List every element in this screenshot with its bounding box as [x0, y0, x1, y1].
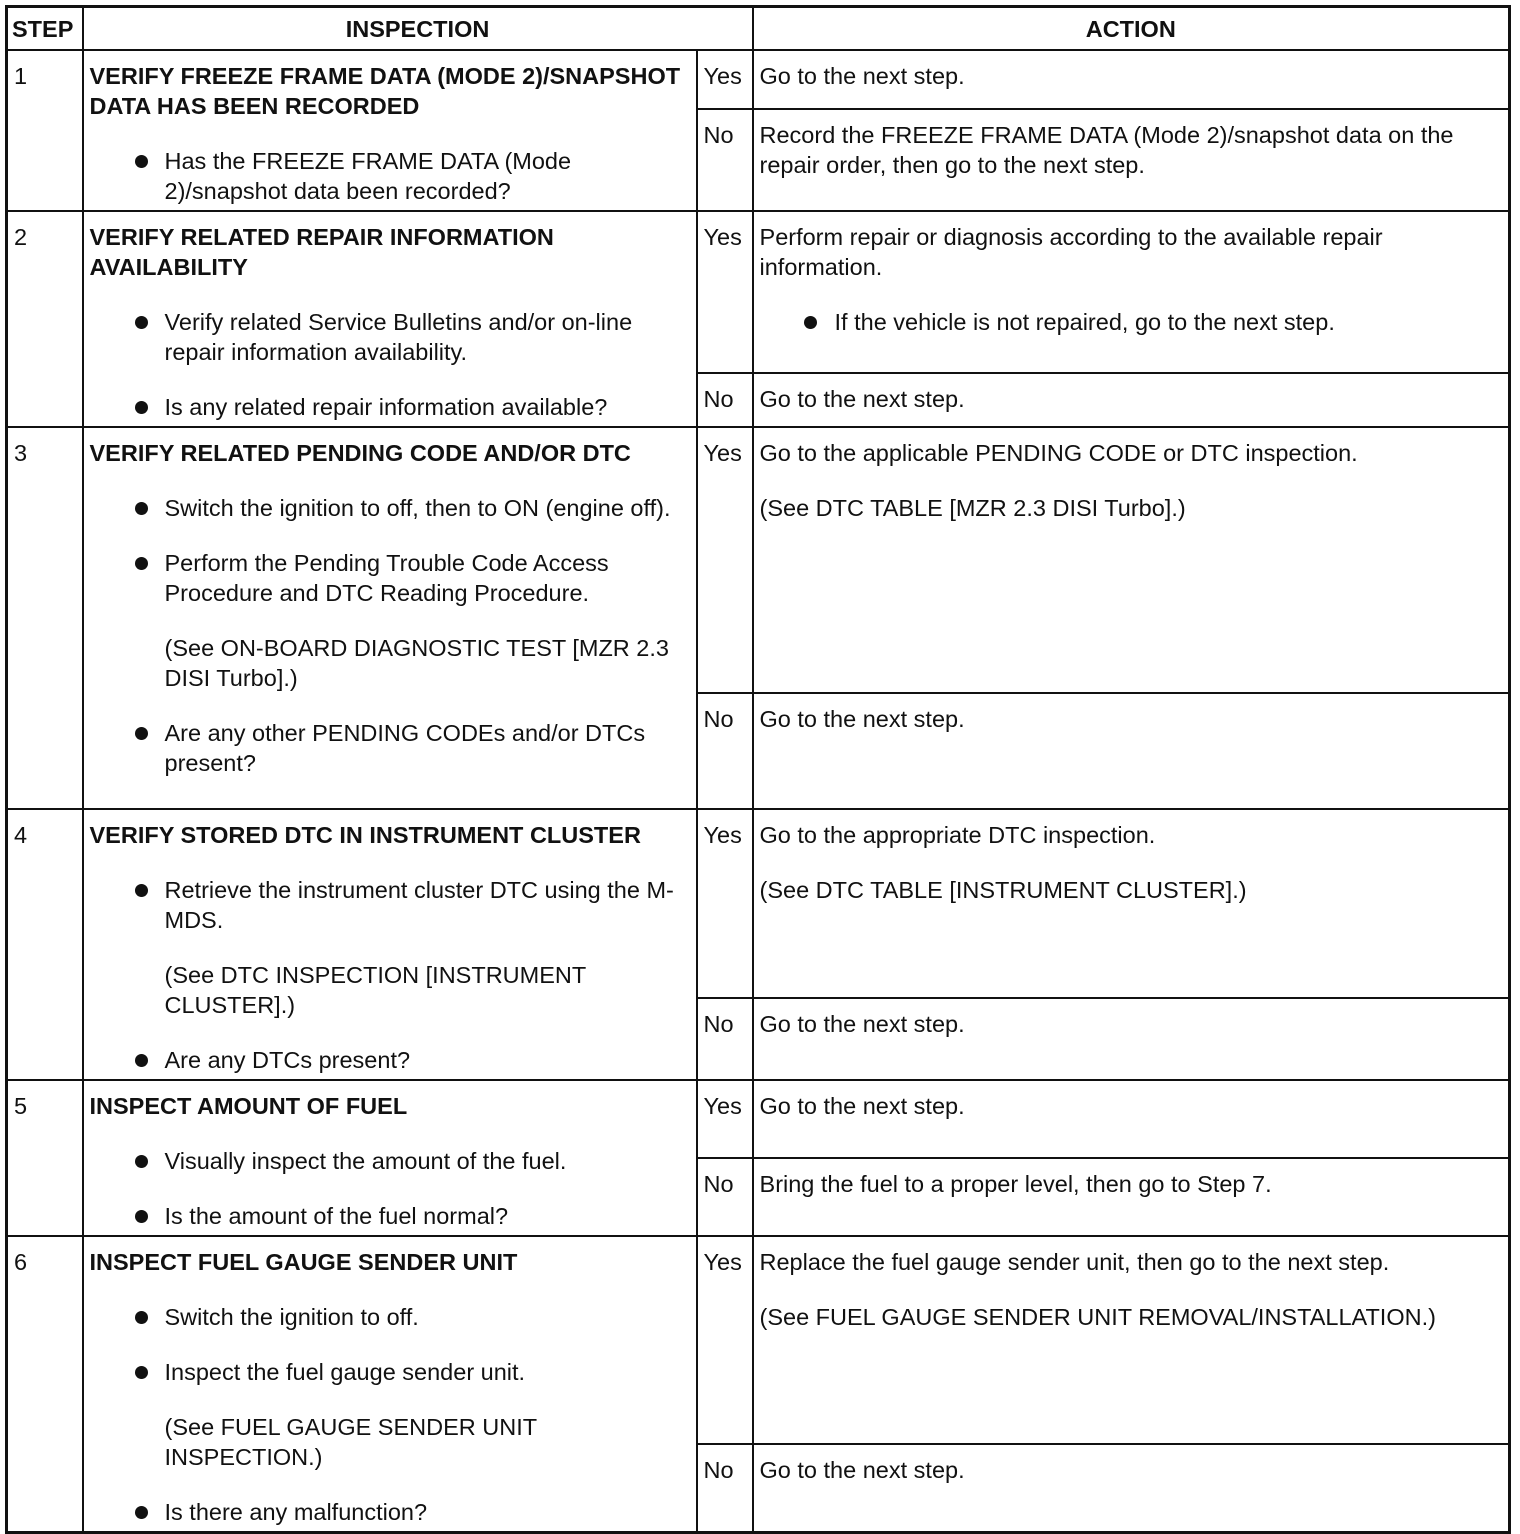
yes-label: Yes: [697, 1236, 753, 1445]
inspection-item: Has the FREEZE FRAME DATA (Mode 2)/snapshot data been recorded?: [90, 146, 690, 206]
step-4-yes-row: [7, 809, 1510, 998]
inspection-item: Inspect the fuel gauge sender unit.: [90, 1357, 690, 1387]
action-column-header: ACTION: [753, 7, 1510, 50]
step-number: 3: [7, 427, 83, 809]
no-action: [753, 373, 1510, 427]
step-title: INSPECT AMOUNT OF FUEL: [89, 1092, 408, 1119]
inspection-item: Visually inspect the amount of the fuel.: [90, 1146, 690, 1176]
step-column-header: STEP: [7, 7, 83, 50]
inspection-reference: (See FUEL GAUGE SENDER UNIT INSPECTION.): [164, 1413, 537, 1470]
action-text: Go to the applicable PENDING CODE or DTC inspection.: [759, 439, 1358, 466]
yes-action: [753, 211, 1510, 373]
no-label: No: [697, 373, 753, 427]
action-bullet: If the vehicle is not repaired, go to the next step.: [760, 307, 1503, 337]
yes-label: Yes: [697, 809, 753, 998]
yes-action: [753, 427, 1510, 693]
no-action: [753, 693, 1510, 809]
action-text: Go to the next step.: [759, 385, 965, 412]
no-label: No: [697, 1158, 753, 1236]
yes-action: [753, 809, 1510, 998]
step-2-inspection: [83, 211, 697, 427]
step-title: VERIFY STORED DTC IN INSTRUMENT CLUSTER: [89, 821, 641, 848]
step-title: INSPECT FUEL GAUGE SENDER UNIT: [89, 1248, 518, 1275]
step-6-inspection: [83, 1236, 697, 1533]
inspection-column-header: INSPECTION: [83, 7, 753, 50]
step-3-inspection: [83, 427, 697, 809]
yes-label: Yes: [697, 50, 753, 109]
step-title: VERIFY RELATED PENDING CODE AND/OR DTC: [89, 439, 631, 466]
action-text: Go to the next step.: [759, 62, 965, 89]
step-number: 2: [7, 211, 83, 427]
inspection-item: Are any DTCs present?: [90, 1045, 690, 1075]
step-1-yes-row: [7, 50, 1510, 109]
inspection-item: Is there any malfunction?: [90, 1497, 690, 1527]
action-text: Replace the fuel gauge sender unit, then go to the next step.: [759, 1248, 1390, 1275]
step-title: VERIFY FREEZE FRAME DATA (MODE 2)/SNAPSHOT DATA HAS BEEN RECORDED: [89, 62, 681, 119]
inspection-item: Switch the ignition to off.: [90, 1302, 690, 1332]
step-number: 4: [7, 809, 83, 1080]
step-number: 1: [7, 50, 83, 211]
yes-action: [753, 1080, 1510, 1158]
action-reference: (See DTC TABLE [INSTRUMENT CLUSTER].): [759, 876, 1247, 903]
action-reference: (See FUEL GAUGE SENDER UNIT REMOVAL/INSTALLATION.): [759, 1303, 1436, 1330]
no-action: [753, 109, 1510, 211]
inspection-reference: (See DTC INSPECTION [INSTRUMENT CLUSTER].): [164, 961, 586, 1018]
step-number: 5: [7, 1080, 83, 1236]
diagnostic-procedure-table: [5, 5, 1511, 1534]
action-text: Go to the next step.: [759, 1010, 965, 1037]
action-text: Record the FREEZE FRAME DATA (Mode 2)/snapshot data on the repair order, then go to the next step.: [759, 121, 1454, 178]
action-text: Go to the next step.: [759, 1092, 965, 1119]
step-2-yes-row: [7, 211, 1510, 373]
table-header-row: [7, 7, 1510, 50]
step-6-yes-row: [7, 1236, 1510, 1445]
inspection-reference: (See ON-BOARD DIAGNOSTIC TEST [MZR 2.3 DISI Turbo].): [164, 634, 669, 691]
no-action: [753, 998, 1510, 1080]
action-text: Go to the next step.: [759, 1457, 965, 1484]
step-title: VERIFY RELATED REPAIR INFORMATION AVAILABILITY: [89, 223, 554, 280]
action-text: Go to the appropriate DTC inspection.: [759, 821, 1156, 848]
inspection-item: Switch the ignition to off, then to ON (engine off).: [90, 493, 690, 523]
yes-label: Yes: [697, 211, 753, 373]
step-5-inspection: [83, 1080, 697, 1236]
yes-label: Yes: [697, 1080, 753, 1158]
action-text: Go to the next step.: [759, 705, 965, 732]
no-label: No: [697, 109, 753, 211]
no-label: No: [697, 693, 753, 809]
step-number: 6: [7, 1236, 83, 1533]
no-action: [753, 1158, 1510, 1236]
inspection-item: Is the amount of the fuel normal?: [90, 1201, 690, 1231]
yes-action: [753, 1236, 1510, 1445]
action-reference: (See DTC TABLE [MZR 2.3 DISI Turbo].): [759, 494, 1186, 521]
no-label: No: [697, 1444, 753, 1532]
inspection-item: Verify related Service Bulletins and/or on-line repair information availability.: [90, 307, 690, 367]
inspection-item: Are any other PENDING CODEs and/or DTCs present?: [90, 718, 690, 778]
no-action: [753, 1444, 1510, 1532]
action-text: Bring the fuel to a proper level, then go to Step 7.: [759, 1170, 1272, 1197]
step-1-inspection: [83, 50, 697, 211]
inspection-item: Retrieve the instrument cluster DTC using the M-MDS.: [90, 875, 690, 935]
inspection-item: Is any related repair information available?: [90, 392, 690, 422]
inspection-item: Perform the Pending Trouble Code Access Procedure and DTC Reading Procedure.: [90, 548, 690, 608]
yes-action: [753, 50, 1510, 109]
step-3-yes-row: [7, 427, 1510, 693]
step-4-inspection: [83, 809, 697, 1080]
action-text: Perform repair or diagnosis according to the available repair information.: [759, 223, 1383, 280]
yes-label: Yes: [697, 427, 753, 693]
step-5-yes-row: [7, 1080, 1510, 1158]
no-label: No: [697, 998, 753, 1080]
